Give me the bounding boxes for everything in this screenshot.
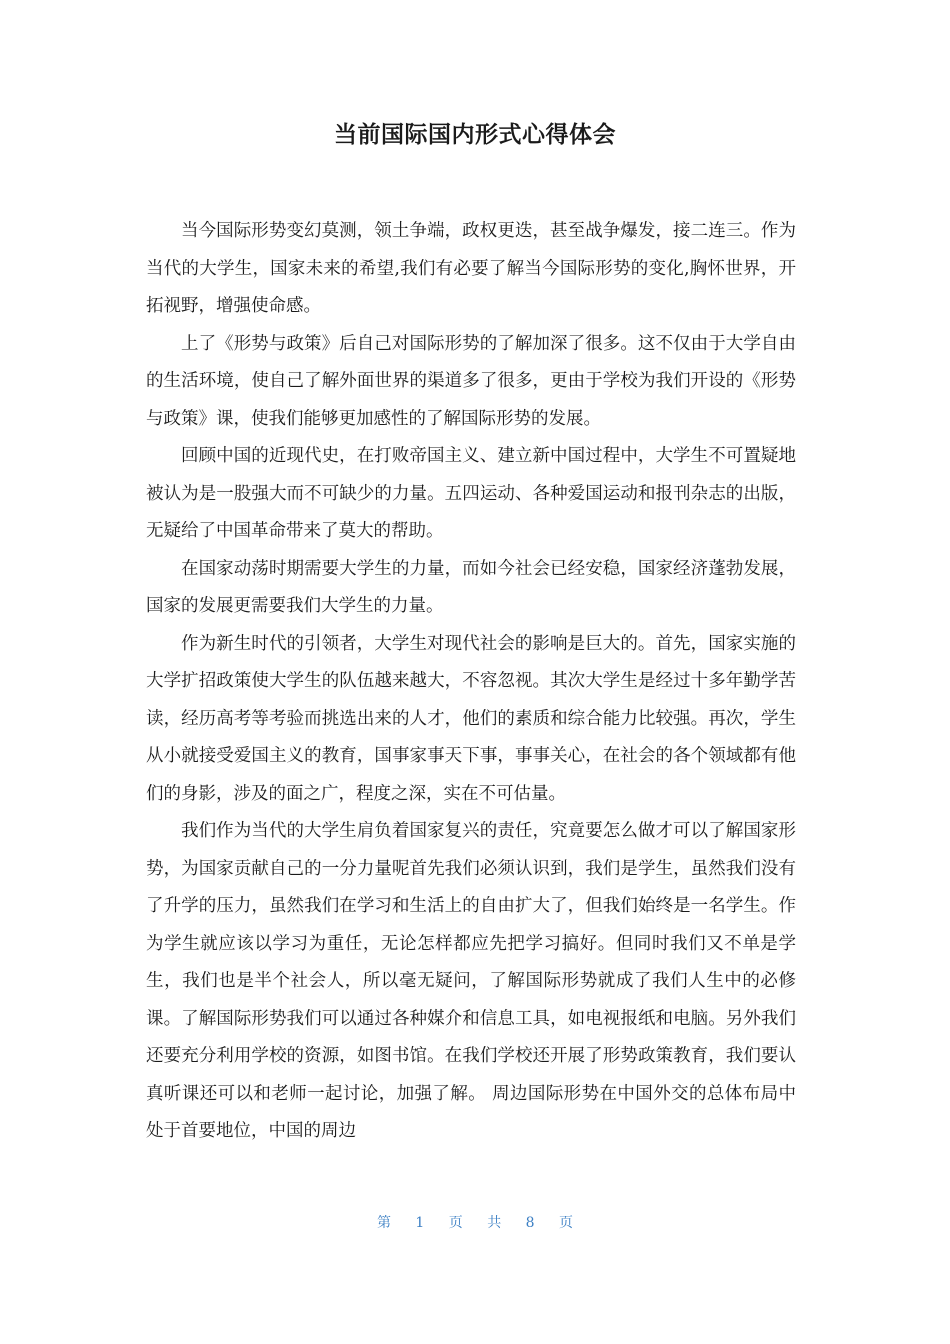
- paragraph: 回顾中国的近现代史，在打败帝国主义、建立新中国过程中，大学生不可置疑地被认为是一股强大而不可缺少的力量。五四运动、各种爱国运动和报刊杂志的出版，无疑给了中国革命带来了莫大的帮助。: [146, 446, 796, 541]
- footer-page-unit: 页: [448, 1215, 463, 1231]
- paragraph: 当今国际形势变幻莫测，领土争端，政权更迭，甚至战争爆发，接二连三。作为当代的大学生，国家未来的希望,我们有必要了解当今国际形势的变化,胸怀世界，开拓视野，增强使命感。: [146, 221, 796, 316]
- document-title: 当前国际国内形式心得体会: [334, 122, 616, 148]
- paragraph: 在国家动荡时期需要大学生的力量，而如今社会已经安稳，国家经济蓬勃发展，国家的发展更需要我们大学生的力量。: [146, 558, 796, 616]
- document-body: [146, 213, 796, 1151]
- footer-page-unit-end: 页: [559, 1215, 574, 1231]
- footer-page-word: 第: [376, 1215, 391, 1231]
- paragraph: 上了《形势与政策》后自己对国际形势的了解加深了很多。这不仅由于大学自由的生活环境，使自己了解外面世界的渠道多了很多，更由于学校为我们开设的《形势与政策》课，使我们能够更加感性的了解国际形势的发展。: [146, 333, 796, 429]
- page-number-footer: [0, 1212, 950, 1232]
- paragraph: 作为新生时代的引领者，大学生对现代社会的影响是巨大的。首先，国家实施的大学扩招政策使大学生的队伍越来越大，不容忽视。其次大学生是经过十多年勤学苦读，经历高考等考验而挑选出来的人才，他们的素质和综合能力比较强。再次，学生从小就接受爱国主义的教育，国事家事天下事，事事关心，在社会的各个领域都有他们的身影，涉及的面之广，程度之深，实在不可估量。: [146, 633, 796, 804]
- footer-total-word: 共: [487, 1215, 502, 1231]
- footer-current-page: 1: [415, 1215, 425, 1231]
- footer-total-pages: 8: [525, 1215, 535, 1231]
- paragraph: 我们作为当代的大学生肩负着国家复兴的责任，究竟要怎么做才可以了解国家形势，为国家贡献自己的一分力量呢首先我们必须认识到，我们是学生，虽然我们没有了升学的压力，虽然我们在学习和生活上的自由扩大了，但我们始终是一名学生。作为学生就应该以学习为重任，无论怎样都应先把学习搞好。但同时我们又不单是学生，我们也是半个社会人，所以毫无疑问，了解国际形势就成了我们人生中的必修课。了解国际形势我们可以通过各种媒介和信息工具，如电视报纸和电脑。另外我们还要充分利用学校的资源，如图书馆。在我们学校还开展了形势政策教育，我们要认真听课还可以和老师一起讨论，加强了解。 周边国际形势在中国外交的总体布局中处于首要地位，中国的周边: [146, 821, 796, 1141]
